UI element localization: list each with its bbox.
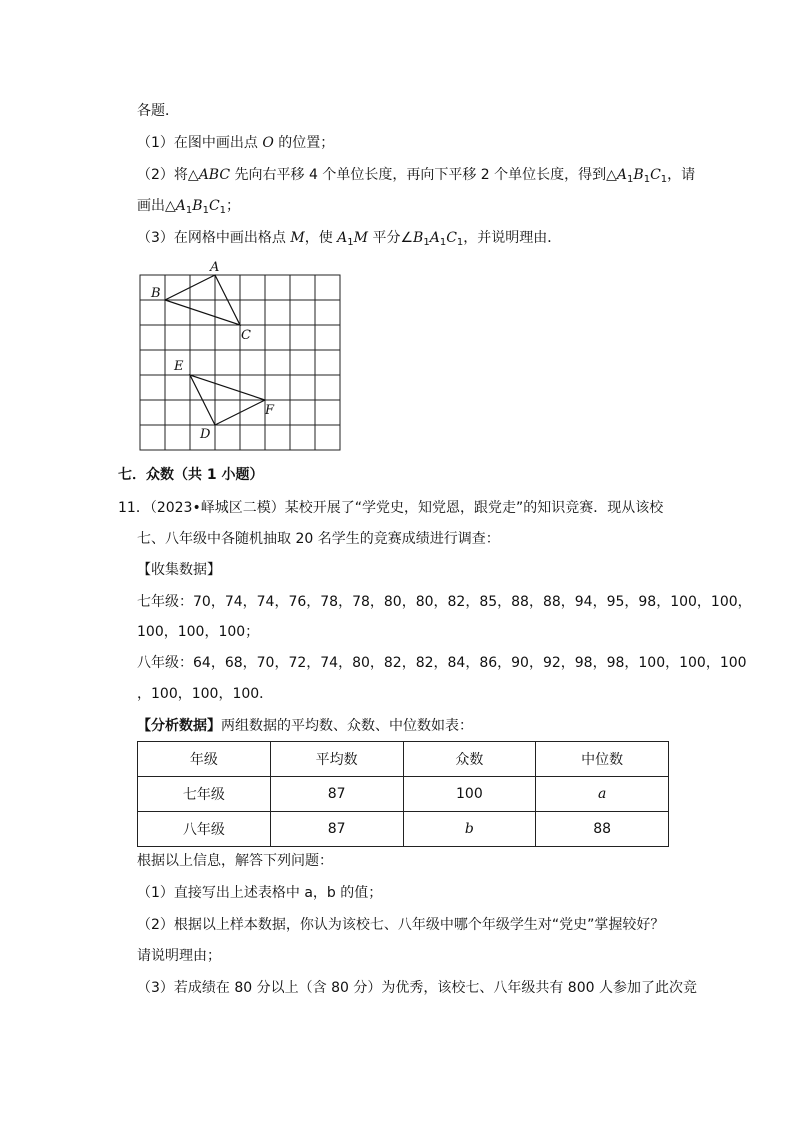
var-c: C: [446, 230, 457, 246]
table-cell: 88: [536, 812, 669, 847]
var-abc: ABC: [198, 167, 231, 183]
table-header-cell: 平均数: [270, 742, 403, 777]
q10-part2-text-c: ，请: [667, 167, 696, 183]
q10-part1: [137, 133, 334, 153]
subscript-1: 1: [643, 174, 651, 185]
label-e: E: [174, 359, 184, 374]
label-c: C: [241, 328, 251, 343]
var-c: C: [208, 198, 220, 214]
table-cell: 100: [403, 777, 536, 812]
q10-part3-text-c: 平分∠: [368, 230, 414, 246]
q10-part3-text-b: ，使: [304, 230, 338, 246]
subscript-1: 1: [456, 237, 464, 248]
var-b-cell: b: [464, 821, 474, 837]
table-cell: [536, 777, 669, 812]
q10-part1-text-a: （1）在图中画出点: [137, 135, 263, 151]
var-m: M: [353, 230, 368, 246]
grade7-data-line1: 七年级：70，74，74，76，78，78，80，80，82，85，88，88，94，95，98，100，100，: [137, 594, 752, 610]
q10-part3-text-a: （3）在网格中画出格点: [137, 230, 291, 246]
subscript-1: 1: [439, 237, 447, 248]
grade8-data-line1: 八年级：64，68，70，72，74，80，82，82，84，86，90，92，98，98，100，100，100: [137, 655, 747, 671]
var-a: A: [429, 230, 440, 246]
table-cell: 八年级: [138, 812, 271, 847]
label-f: F: [265, 403, 275, 418]
analyze-line: [137, 716, 473, 736]
q11-stem-line2: 七、八年级中各随机抽取 20 名学生的竞赛成绩进行调查：: [137, 531, 500, 547]
q10-part1-text-b: 的位置；: [273, 135, 335, 151]
q10-part2-text-e: ；: [226, 198, 241, 214]
table-cell: 87: [270, 812, 403, 847]
label-a: A: [210, 260, 220, 275]
q11-sub2-line1: （2）根据以上样本数据，你认为该校七、八年级中哪个年级学生对“党史”掌握较好？: [137, 917, 665, 933]
q10-part2-text-b: 先向右平移 4 个单位长度，再向下平移 2 个单位长度，得到△: [230, 167, 617, 183]
stats-table: [137, 741, 669, 847]
q10-part2-text-d: 画出△: [137, 198, 176, 214]
var-o: O: [262, 135, 274, 151]
subscript-1: 1: [185, 205, 193, 216]
analyze-heading: 【分析数据】: [137, 718, 221, 734]
subscript-1: 1: [660, 174, 668, 185]
q10-part2-line1: [137, 165, 695, 185]
table-cell: 七年级: [138, 777, 271, 812]
subscript-1: 1: [627, 174, 634, 185]
subscript-1: 1: [219, 205, 227, 216]
q10-part3: [137, 228, 561, 248]
q10-part3-text-d: ，并说明理由．: [463, 230, 562, 246]
grade7-data-line2: 100，100，100；: [137, 624, 260, 640]
grid-figure: [130, 258, 350, 458]
q11-stem-line1: 11．（2023•峄城区二模）某校开展了“学党史，知党恩，跟党走”的知识竞赛．现从该校: [118, 500, 664, 516]
label-d: D: [200, 427, 211, 442]
var-a: A: [616, 167, 628, 183]
var-b: B: [413, 230, 424, 246]
subscript-1: 1: [202, 205, 209, 216]
grade8-data-line2: ，100，100，100．: [137, 686, 274, 702]
var-a: A: [175, 198, 186, 214]
q10-part2-text-a: （2）将△: [137, 167, 199, 183]
q10-intro-tail: 各题．: [137, 103, 179, 119]
label-b: B: [151, 286, 161, 301]
q11-sub2-line2: 请说明理由；: [137, 948, 221, 964]
var-b: B: [633, 167, 644, 183]
q11-sub3-line1: （3）若成绩在 80 分以上（含 80 分）为优秀，该校七、八年级共有 800 人参加了此次竞: [137, 980, 697, 996]
section-heading: 七．众数（共 1 小题）: [118, 467, 264, 483]
subscript-1: 1: [423, 237, 430, 248]
analyze-text: 两组数据的平均数、众数、中位数如表：: [221, 718, 473, 734]
table-header-row: [138, 742, 669, 777]
q10-part2-line2: [137, 196, 240, 216]
var-b: B: [192, 198, 203, 214]
table-header-cell: 年级: [138, 742, 271, 777]
subscript-1: 1: [347, 237, 354, 248]
var-m: M: [290, 230, 305, 246]
var-a-cell: a: [597, 786, 607, 802]
table-row: [138, 777, 669, 812]
table-cell: [403, 812, 536, 847]
q11-sub1: （1）直接写出上述表格中 a，b 的值；: [137, 885, 383, 901]
table-header-cell: 中位数: [536, 742, 669, 777]
table-row: [138, 812, 669, 847]
table-cell: 87: [270, 777, 403, 812]
var-c: C: [650, 167, 661, 183]
collect-heading: 【收集数据】: [137, 562, 221, 578]
table-header-cell: 众数: [403, 742, 536, 777]
var-a: A: [337, 230, 348, 246]
answer-intro: 根据以上信息，解答下列问题：: [137, 853, 333, 869]
